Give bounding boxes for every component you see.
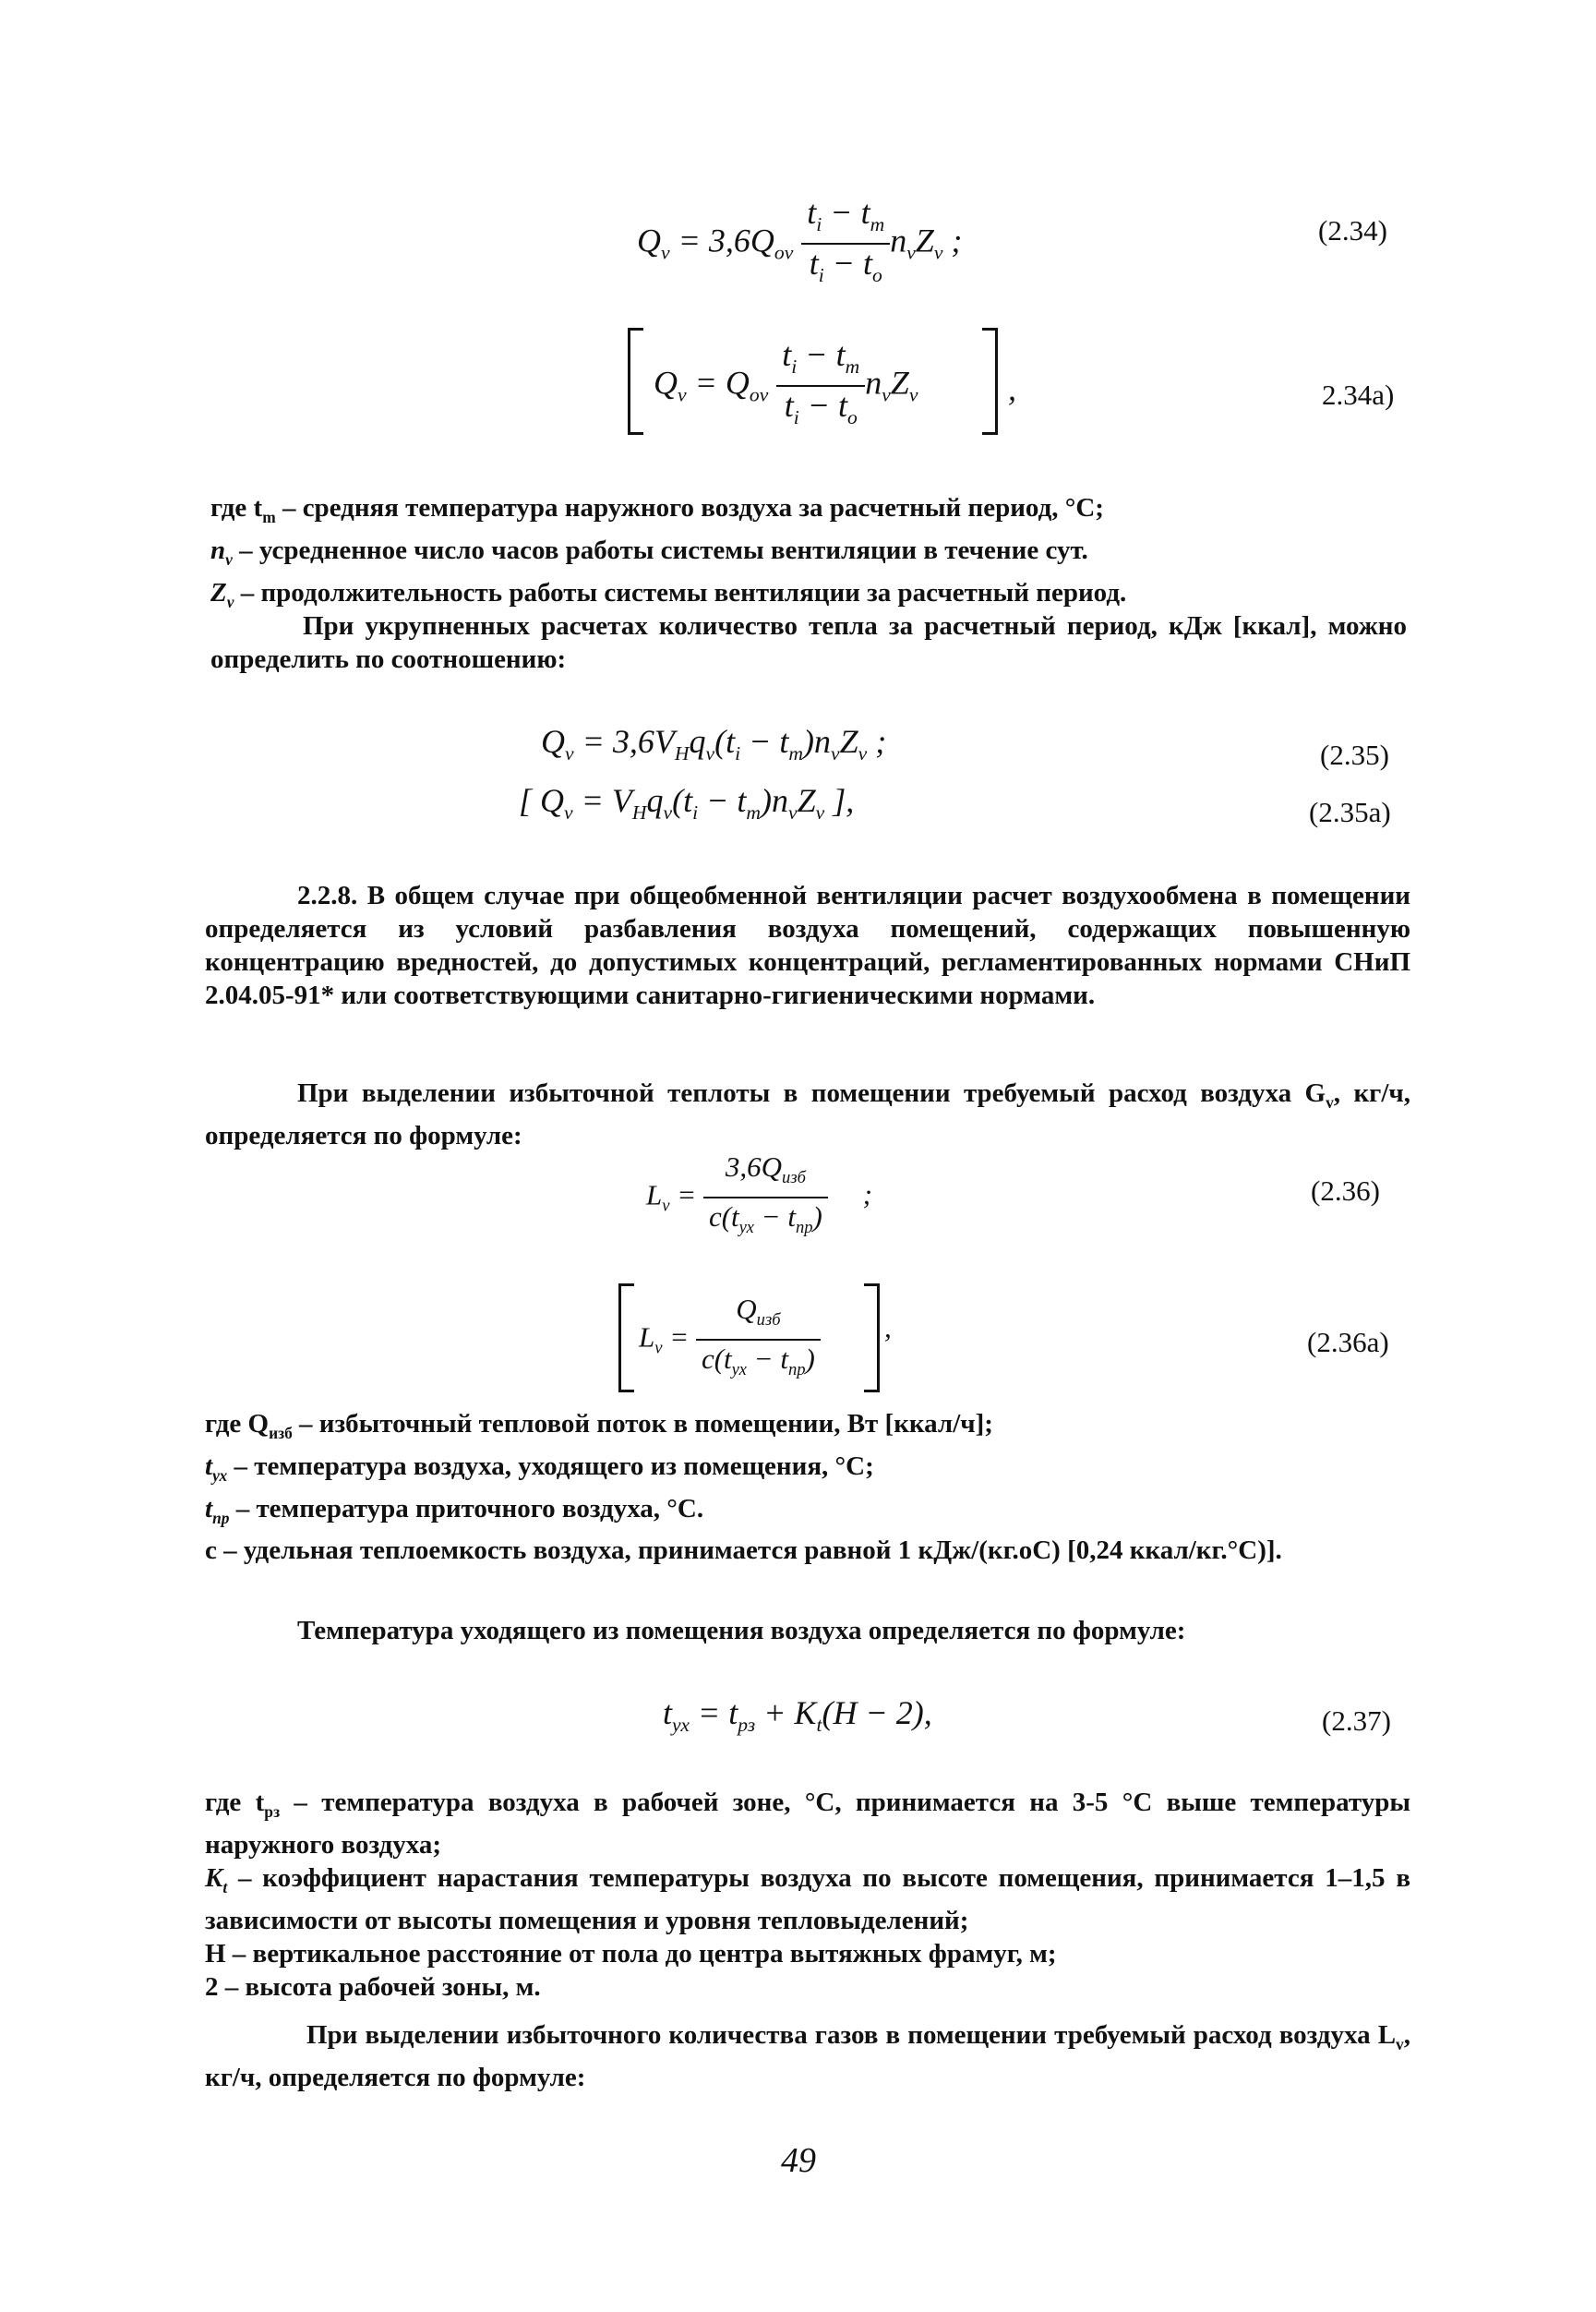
formula-2-35: $Q_v = 3,6V_Hq_v(t_i - t_m)n_vZ_v$ ; (541, 723, 887, 765)
formula-number-2-35a: (2.35а) (1309, 796, 1391, 828)
formula-number-2-35: (2.35) (1320, 739, 1389, 771)
definition-t-work-zone: где $t_{рз}$ – температура воздуха в рабочей зоне, °С, принимается на 3-5 °С выше температуры наружного воздуха; (205, 1788, 1410, 1860)
formula-number-2-36: (2.36) (1311, 1174, 1380, 1207)
formula-2-35a: [ $Q_v = V_Hq_v(t_i - t_m)n_vZ_v$ ], (519, 782, 855, 825)
left-square-bracket (618, 1283, 634, 1392)
definition-t-supply: $t_{пр}$ – температура приточного воздуха, °С. (205, 1493, 704, 1527)
definition-nv: $n_v$ – усредненное число часов работы системы вентиляции в течение сут. (210, 535, 1088, 569)
formula-number-2-37: (2.37) (1322, 1704, 1391, 1737)
definition-q-excess: где $Q_{изб}$ – избыточный тепловой поток в помещении, Вт [ккал/ч]; (205, 1409, 993, 1442)
formula-number-2-34a: 2.34а) (1322, 379, 1395, 411)
definition-h: H – вертикальное расстояние от пола до центра вытяжных фрамуг, м; (205, 1938, 1057, 1969)
formula-2-34a: $Q_v = Q_{ov}$ $\frac{t_i - t_m}{t_i - t_o}$ $n_vZ_v$ (654, 336, 918, 429)
formula-2-36: $L_v$ = $\frac{3,6Q_{изб}}{c(t_{ух} - t_{пр})}$ ; (646, 1150, 872, 1238)
formula-2-34: $Q_v = 3,6Q_{ov}$ $\frac{t_i - t_m}{t_i - t_o}$ $n_vZ_v$ ; (637, 194, 963, 287)
definitions-block-1 (210, 491, 1420, 618)
formula-2-34a-comma: , (1008, 370, 1016, 407)
formula-number-2-34: (2.34) (1318, 214, 1387, 247)
definition-kt: $K_t$ – коэффициент нарастания температуры воздуха по высоте помещения, принимается 1–1,5 в зависимости от высоты помещения и уровня тепловыделений; (205, 1862, 1410, 1935)
formula-2-36a-comma: , (884, 1311, 892, 1343)
paragraph-exhaust-temperature: Температура уходящего из помещения воздуха определяется по формуле: (297, 1616, 1186, 1645)
definition-zv: $Z_v$ – продолжительность работы системы вентиляции за расчетный период. (210, 577, 1127, 611)
definition-2: 2 – высота рабочей зоны, м. (205, 1971, 541, 2002)
left-square-bracket (628, 328, 643, 435)
right-square-bracket (982, 328, 998, 435)
definition-t-exhaust: $t_{ух}$ – температура воздуха, уходящего из помещения, °С; (205, 1451, 874, 1485)
definition-tm: где $t_m$ – средняя температура наружного воздуха за расчетный период, °С; (210, 493, 1104, 526)
definitions-block-3 (205, 1786, 1410, 2004)
paragraph-enlarged-calculation: При укрупненных расчетах количество тепла за расчетный период, кДж [ккал], можно определить по соотношению: (210, 611, 1407, 674)
formula-2-37: $t_{ух} = t_{рз} + K_t(H - 2)$, (663, 1694, 932, 1737)
page-number: 49 (781, 2141, 816, 2180)
formula-2-36a: $L_v$ = $\frac{Q_{изб}}{c(t_{ух} - t_{пр})}$ (639, 1291, 821, 1389)
paragraph-excess-gases: При выделении избыточного количества газов в помещении требуемый расход воздуха $L_v$, кг/ч, определяется по формуле: (205, 2020, 1410, 2092)
definition-heat-capacity: с – удельная теплоемкость воздуха, принимается равной 1 кДж/(кг.оС) [0,24 ккал/кг.°С)]. (205, 1535, 1282, 1566)
right-square-bracket (864, 1283, 880, 1392)
paragraph-2-2-8: 2.2.8. В общем случае при общеобменной вентиляции расчет воздухообмена в помещении определяется из условий разбавления воздуха помещений, содержащих повышенную концентрацию вредностей, до допустимых концентраций, регламентированных нормами СНиП 2.04.05-91* или соответствующими санитарно-гигиеническими нормами. (205, 881, 1410, 1010)
formula-number-2-36a: (2.36а) (1307, 1326, 1389, 1358)
definitions-block-2 (205, 1407, 1410, 1567)
paragraph-excess-heat: При выделении избыточной теплоты в помещении требуемый расход воздуха $G_v$, кг/ч, определяется по формуле: (205, 1078, 1410, 1150)
